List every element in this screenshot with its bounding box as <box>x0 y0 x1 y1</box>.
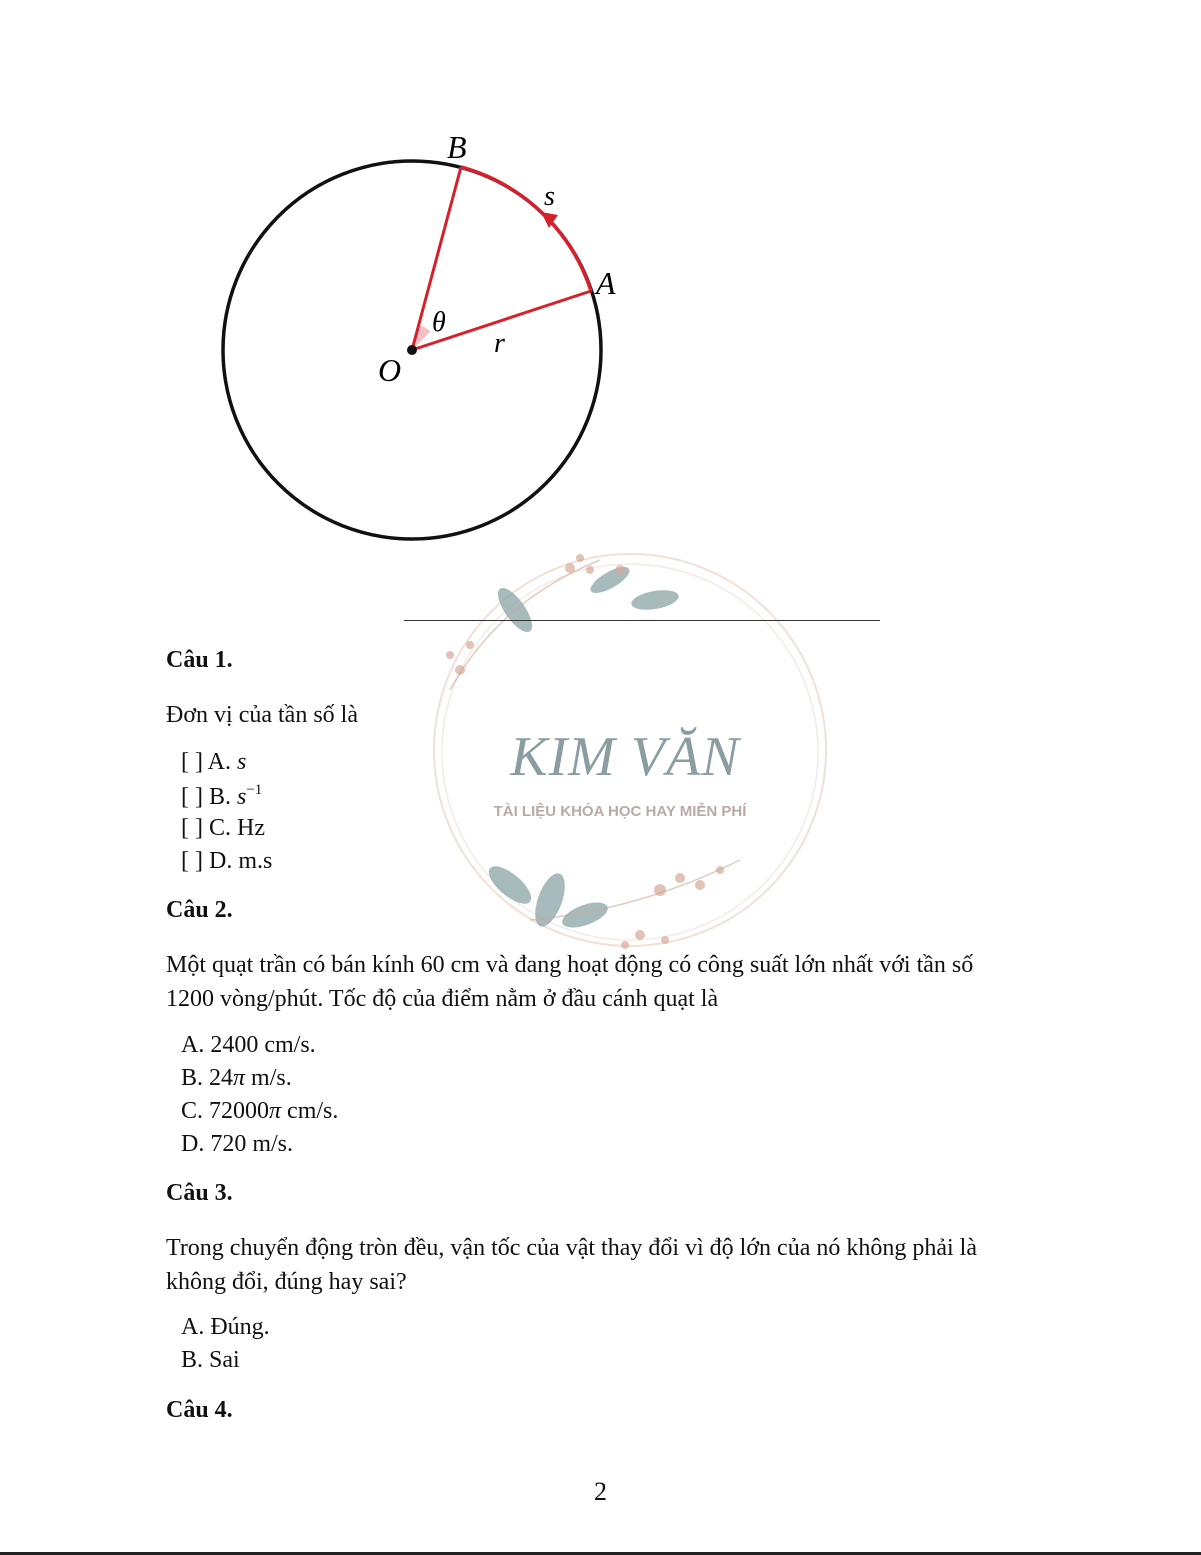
center-point <box>407 345 417 355</box>
arc-s <box>461 167 591 291</box>
question-1-option-a[interactable]: [ ] A. s <box>181 749 247 775</box>
question-2-stem-line-2: 1200 vòng/phút. Tốc độ của điểm nằm ở đầu cánh quạt là <box>166 986 719 1012</box>
question-3-stem-line-1: Trong chuyển động tròn đều, vận tốc của vật thay đổi vì độ lớn của nó không phải là <box>166 1235 977 1261</box>
watermark-tagline: TÀI LIỆU KHÓA HỌC HAY MIỄN PHÍ <box>493 803 747 820</box>
question-2-option-a[interactable]: A. 2400 cm/s. <box>181 1032 316 1058</box>
question-2-stem <box>166 948 1126 1016</box>
question-1-title: Câu 1. <box>166 647 233 673</box>
label-a: A <box>596 265 616 301</box>
question-3-title: Câu 3. <box>166 1180 233 1206</box>
question-1-option-d[interactable]: [ ] D. m.s <box>181 848 273 874</box>
circle-diagram <box>0 0 700 560</box>
question-1-option-b[interactable]: [ ] B. $s^{-1}$ <box>181 782 263 810</box>
label-r: r <box>494 328 505 359</box>
question-3-option-a[interactable]: A. Đúng. <box>181 1314 270 1340</box>
question-3-option-b[interactable]: B. Sai <box>181 1347 240 1373</box>
question-2-title: Câu 2. <box>166 897 233 923</box>
question-2-option-b[interactable]: B. 24π m/s. <box>181 1065 292 1091</box>
label-theta: θ <box>432 307 446 338</box>
label-o: O <box>378 352 402 388</box>
question-2-option-c[interactable]: C. 72000π cm/s. <box>181 1098 339 1124</box>
question-3-stem-line-2: không đổi, đúng hay sai? <box>166 1269 407 1295</box>
question-2-stem-line-1: Một quạt trần có bán kính 60 cm và đang hoạt động có công suất lớn nhất với tần số <box>166 952 974 978</box>
question-1-stem: Đơn vị của tần số là <box>166 702 358 728</box>
page-number: 2 <box>594 1477 607 1506</box>
label-s: s <box>544 181 555 212</box>
watermark-logo <box>420 540 840 960</box>
question-1-option-c[interactable]: [ ] C. Hz <box>181 815 265 841</box>
watermark-brand: KIM VĂN <box>510 726 740 788</box>
question-3-stem <box>166 1231 1126 1299</box>
question-4-title: Câu 4. <box>166 1397 233 1423</box>
label-b: B <box>447 129 467 165</box>
separator-rule <box>404 620 880 621</box>
question-2-option-d[interactable]: D. 720 m/s. <box>181 1131 294 1157</box>
